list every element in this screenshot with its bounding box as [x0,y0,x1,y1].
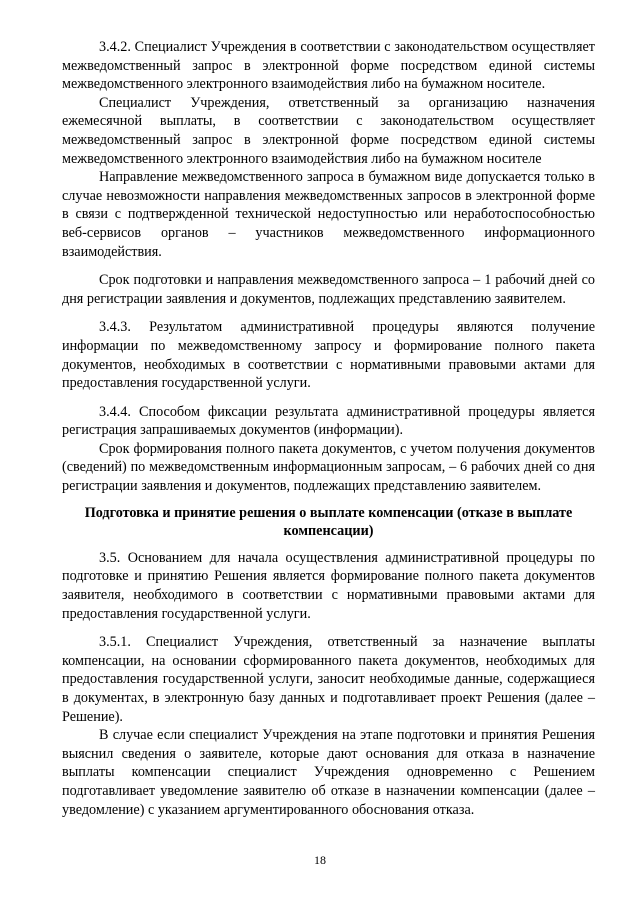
paragraph-3-4-2: 3.4.2. Специалист Учреждения в соответствии с законодательством осуществляет межведомственный запрос в электронной форме посредством единой системы межведомственного электронного взаимодействия либо на бумажном носителе. [62,39,595,93]
paragraph-3-5: 3.5. Основанием для начала осуществления административной процедуры по подготовке и принятию Решения является формирование полного пакета документов заявителя, необходимого в соответствии с нормативными правовыми актами для предоставления государственной услуги. [62,549,595,622]
paragraph-refusal-notice: В случае если специалист Учреждения на этапе подготовки и принятия Решения выяснил сведения о заявителе, которые дают основания для отказа в назначение выплаты компенсации специалист Учреждения одновременно с Решением подготавливает уведомление заявителю об отказе в назначении компенсации (далее – уведомление) с указанием аргументированного обоснования отказа. [62,727,595,818]
paragraph-3-4-3: 3.4.3. Результатом административной процедуры являются получение информации по межведомственному запросу и формирование полного пакета документов, необходимых в соответствии с нормативными правовыми актами для предоставления государственной услуги. [62,319,595,392]
document-page [62,38,595,819]
paragraph-3-5-1: 3.5.1. Специалист Учреждения, ответственный за назначение выплаты компенсации, на основании сформированного пакета документов, необходимых для предоставления государственной услуги, заносит необходимые данные, содержащиеся в документах, в электронную базу данных и подготавливает проект Решения (далее – Решение). [62,634,595,725]
paragraph-package-deadline: Срок формирования полного пакета документов, с учетом получения документов (сведений) по межведомственным информационным запросам, – 6 рабочих дней со дня регистрации заявления и документов, подлежащих представлению заявителем. [62,440,595,495]
paragraph-request-deadline: Срок подготовки и направления межведомственного запроса – 1 рабочий дней со дня регистрации заявления и документов, подлежащих представлению заявителем. [62,272,595,307]
paragraph-3-4-4: 3.4.4. Способом фиксации результата административной процедуры является регистрация запрашиваемых документов (информации). [62,403,595,439]
section-heading: Подготовка и принятие решения о выплате компенсации (отказе в выплате компенсации) [84,504,573,540]
paragraph-specialist-monthly-payment: Специалист Учреждения, ответственный за организацию назначения ежемесячной выплаты, в соответствии с законодательством осуществляет межведомственный запрос в электронной форме посредством единой системы межведомственного электронного взаимодействия либо на бумажном носителе [62,94,595,167]
paragraph-paper-request: Направление межведомственного запроса в бумажном виде допускается только в случае невозможности направления межведомственных запросов в электронной форме в связи с подтвержденной технической недоступностью или неработоспособностью веб-сервисов органов – участников межведомственного информационного взаимодействия. [62,169,595,260]
page-number: 18 [314,853,326,867]
